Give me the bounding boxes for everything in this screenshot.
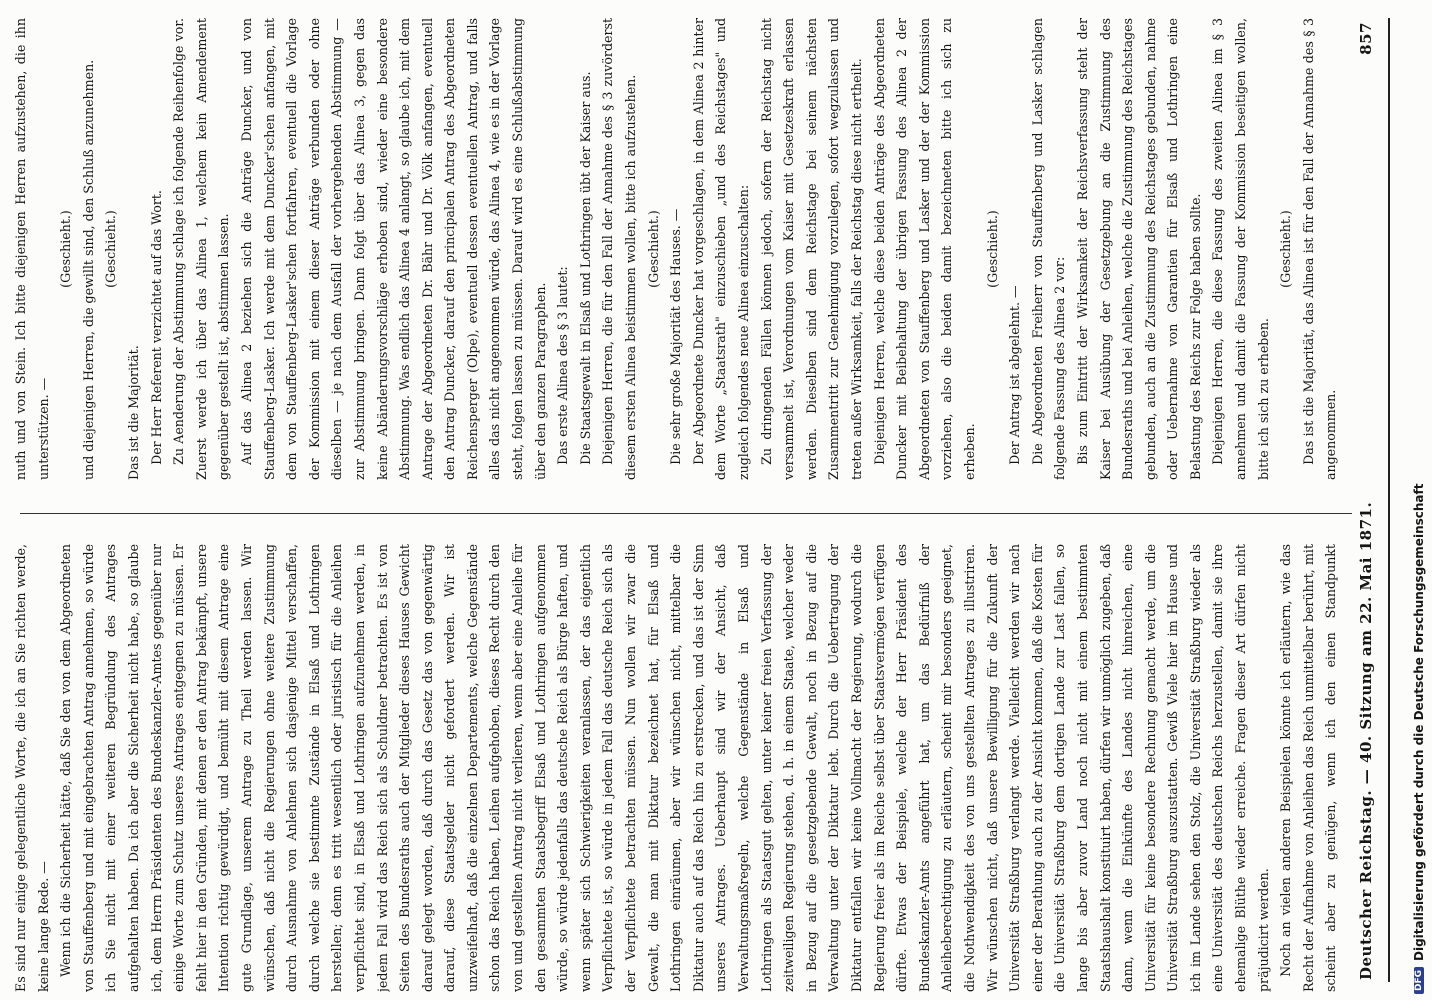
right-column-paragraph: Der Herr Referent verzichtet auf das Wort.	[148, 190, 164, 465]
right-column-paragraph: (Geschieht.)	[645, 210, 661, 288]
credit-text: Digitalisierung gefördert durch die Deutsche Forschungsgemeinschaft	[1412, 483, 1426, 961]
column-divider	[20, 513, 1352, 514]
right-column-paragraph: Der Antrag ist abgelehnt. —	[1007, 285, 1023, 465]
right-column-paragraph: (Geschieht.)	[58, 210, 74, 288]
right-column-paragraph: Das ist die Majorität.	[125, 345, 141, 480]
left-column	[10, 544, 1342, 992]
right-column-paragraph: Zu dringenden Fällen können jedoch, sofern der Reichstag nicht versammelt ist, Verordnungen vom Kaiser mit Gesetzeskraft erlassen werden. Dieselben sind dem Reichstage bei seinem nächsten Zusammentritt zur Genehmigung vorzulegen, sofort wegzulassen und treten außer Wirksamkeit, falls der Reichstag diese nicht ertheilt.	[758, 18, 864, 480]
right-column-paragraph: Die Abgeordneten Freiherr von Stauffenberg und Lasker schlagen folgende Fassung des Alinea 2 vor:	[1029, 18, 1068, 480]
right-column-paragraph: Bis zum Eintritt der Wirksamkeit der Reichsverfassung steht der Kaiser bei Ausübung der Gesetzgebung an die Zustimmung des Bundesraths und bei Anleihen, welche die Zustimmung des Reichstages gebunden, auch an die Zustimmung des Reichstages gebunden, nahme oder Uebernahme von Garantien für Elsaß und Lothringen eine Belastung des Reichs zur Folge haben sollte.	[1074, 18, 1203, 480]
page-header	[1350, 22, 1382, 980]
header-rule	[1388, 18, 1390, 982]
right-column-paragraph: Zu Aenderung der Abstimmung schlage ich folgende Reihenfolge vor. Zuerst werde ich über das Alinea 1, welchem kein Amendement gegenüber gestellt ist, abstimmen lassen.	[171, 18, 232, 480]
right-column-paragraph: Auf das Alinea 2 beziehen sich die Anträge Duncker, und von Stauffenberg-Lasker. Ich werde mit dem Duncker'schen anfangen, mit dem von Stauffenberg-Lasker'schen fortfahren, eventuell die Vorlage der Kommission mit einem dieser Anträge verbunden oder ohne dieselben — je nach dem Ausfall der vorhergehenden Abstimmung — zur Abstimmung bringen. Dann folgt über das Alinea 3, gegen das keine Abänderungsvorschläge erhoben sind, wieder eine besondere Abstimmung. Was endlich das Alinea 4 anlangt, so glaube ich, mit dem Antrage der Abgeordneten Dr. Bähr und Dr. Völk anfangen, eventuell den Antrag Duncker, darauf den principalen Antrag des Abgeordneten Reichensperger (Olpe), eventuell dessen eventuellen Antrag, und falls alles das nicht angenommen würde, das Alinea 4, wie es in der Vorlage steht, folgen lassen zu müssen. Darauf wird es eine Schlußabstimmung über den ganzen Paragraphen.	[238, 18, 548, 480]
right-column-paragraph: und diejenigen Herren, die gewillt sind, den Schluß anzunehmen.	[80, 59, 96, 480]
right-column-paragraph: Diejenigen Herren, die für den Fall der Annahme des § 3 zuvörderst diesem ersten Alinea beistimmen wollen, bitte ich aufzustehen.	[600, 18, 639, 480]
left-column-paragraph: Es sind nur einige gelegentliche Worte, die ich an Sie richten werde, keine lange Rede. —	[13, 544, 51, 992]
right-column-paragraph: Die sehr große Majorität des Hauses. —	[668, 208, 684, 465]
right-column-paragraph: Das ist die Majorität, das Alinea ist für den Fall der Annahme des § 3 angenommen.	[1300, 18, 1339, 480]
right-column-paragraph: nuth und von Stein. Ich bitte diejenigen Herren aufzustehen, die ihn unterstützen. —	[13, 18, 51, 480]
digitization-credit	[1409, 0, 1429, 1000]
left-column-paragraph: Noch an vielen anderen Beispielen könnte ich erläutern, wie das Recht der Aufnahme von Anleihen das Reich unmittelbar berührt, mit scheint aber zu genügen, wenn ich den einen Standpunkt	[1278, 544, 1339, 992]
right-column-paragraph: Diejenigen Herren, welche diese beiden Anträge des Abgeordneten Duncker mit Beibehaltung der übrigen Fassung des Alinea 2 der Abgeordneten von Stauffenberg und Lasker und der der Kommission vorziehen, also die beiden damit bezeichneten bitte ich sich zu erheben.	[871, 18, 977, 480]
right-column-paragraph: Diejenigen Herren, die diese Fassung des zweiten Alinea im § 3 annehmen und damit die Fassung der Kommission beseitigen wollen, bitte ich sich zu erheben.	[1210, 18, 1271, 480]
right-column-paragraph: Die Staatsgewalt in Elsaß und Lothringen übt der Kaiser aus.	[577, 71, 593, 465]
journal-title: Deutscher Reichstag. — 40. Sitzung am 22. Mai 1871.	[1357, 501, 1375, 980]
right-column-paragraph: (Geschieht.)	[984, 210, 1000, 288]
dfg-logo: DFG	[1414, 967, 1424, 994]
right-column-paragraph: (Geschieht.)	[103, 210, 119, 288]
right-column-paragraph: Das erste Alinea des § 3 lautet:	[555, 266, 571, 465]
left-column-paragraph: Wenn ich die Sicherheit hätte, daß Sie den von dem Abgeordneten von Stauffenberg und mit eingebrachten Antrag annehmen, so würde ich Sie nicht mit einer weiteren Begründung des Antrages aufgehalten haben. Da ich aber die Sicherheit nicht habe, so glaube ich, dem Herrn Präsidenten des Bundeskanzler-Amtes gegenüber nur einige Worte zum Schutz unseres Antrages entgegnen zu müssen. Er fehlt hier in den Gründen, mit denen er den Antrag bekämpft, unsere Intention richtig gewürdigt, und bemüht mit diesem Antrage eine gute Grundlage, unserem Antrage zu Theil werden lassen. Wir wünschen, daß nicht die Regierungen ohne weitere Zustimmung durch Ausnahme von Anlehnen sich dasjenige Mittel verschaffen, durch welche sie bestimmte Zustände in Elsaß und Lothringen herstellen; denn es tritt wesentlich oder juristisch für die Anleihen verpflichtet sind, in Elsaß und Lothringen aufzunehmen werden, in jedem Fall wird das Reich sich als Schuldner betrachten. Es ist von Seiten des Bundesraths auch der Mitglieder dieses Hauses Gewicht darauf gelegt worden, daß durch das Gesetz das von gegenwärtig darauf, diese Staatsgelder nicht gefordert werden. Wir ist unzweifelhaft, daß die einzelnen Departements, welche Gegenstände schon das Reich haben, Leihen aufgehoben, dieses Recht durch den von und gestellten Antrag nicht verlieren, wenn aber eine Anleihe für den gesammten Staatsbegriff Elsaß und Lothringen aufgenommen würde, so würde jedenfalls das deutsche Reich als Bürge haften, und wenn später sich Schwierigkeiten veranlassen, der das eigentlich Verpflichtete ist, so würde in jedem Fall das deutsche Reich sich als der Verpflichtete betrachten müssen. Nun wollen wir zwar die Gewalt, die man mit Diktatur bezeichnet hat, für Elsaß und Lothringen einräumen, aber wir wünschen nicht, mittelbar die Diktatur auch auf das Reich hin zu erstrecken, und das ist der Sinn unseres Antrages. Ueberhaupt sind wir der Ansicht, daß Verwaltungsmaßregeln, welche Gegenstände in Elsaß und Lothringen als Staatsgut gelten, unter keiner freien Verfassung der zeitweiligen Regierung stehen, d. h. in einem Staate, welcher weder in Bezug auf die gesetzgebende Gewalt, noch in Bezug auf die Verwaltung unter der Diktatur lebt. Durch die Uebertragung der Diktatur entfallen wir keine Vollmacht der Regierung, wodurch die Regierung freier als im Reiche selbst über Staatsvermögen verfügen dürfte. Etwas der Beispiele, welche der Herr Präsident des Bundeskanzler-Amts angeführt hat, um das Bedürfniß der Anleiheberechtigung zu erläutern, scheint mir besonders geeignet, die Nothwendigkeit des von uns gestellten Antrages zu illustriren. Wir wünschen nicht, daß unsere Bewilligung für die Zukunft der Universität Straßburg verlangt werde. Vielleicht werden wir nach einer der Berathung auch zu der Ansicht kommen, daß die Kosten für die Universität Straßburg dem dortigen Lande zur Last fallen, so lange bis aber zuvor Land noch nicht mit einem bestimmten Staatshaushalt konstituirt haben, dürfen wir unmöglich zugeben, daß dann, wenn die Einkünfte des Landes nicht hinreichen, eine Universität für keine besondere Rechnung gemacht werde, um die Universität Straßburg auszustatten. Gewiß Viele hier im Hause und ich im Lande sehen den Stolz, die Universität Straßburg wieder als eine Universität des deutschen Reichs herzustellen, damit sie ihre ehemalige Blüthe wieder erreiche. Fragen dieser Art dürfen nicht präjudicirt werden.	[58, 544, 1271, 992]
page-number: 857	[1357, 22, 1375, 55]
right-column-paragraph: Der Abgeordnete Duncker hat vorgeschlagen, in dem Alinea 2 hinter dem Worte „Staatsrath" einzuschieben „und des Reichstages" und zugleich folgendes neue Alinea einzuschalten:	[690, 18, 751, 480]
right-column	[10, 18, 1342, 480]
right-column-paragraph: (Geschieht.)	[1278, 210, 1294, 288]
